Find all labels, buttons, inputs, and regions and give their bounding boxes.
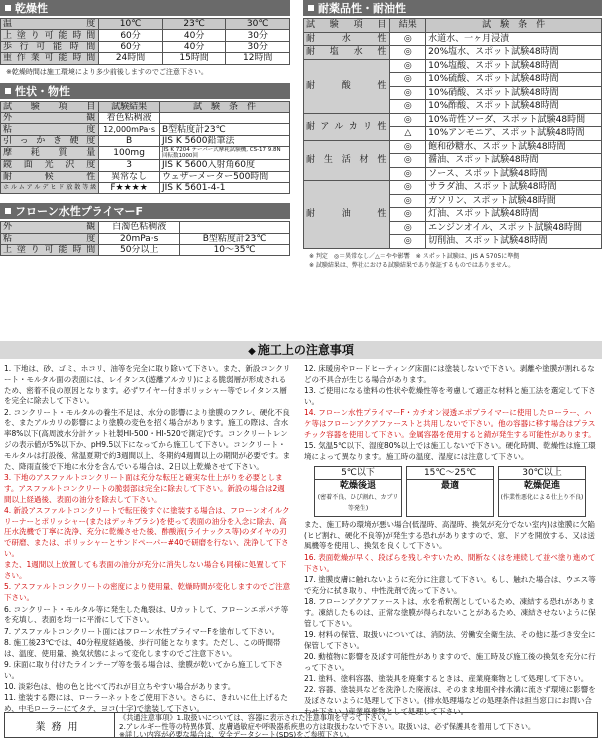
temp-note [407, 493, 493, 494]
chem-condition: 10%酢酸、スポット試験48時間 [426, 100, 602, 114]
props-condition: JIS K 5600入射角60度 [159, 160, 289, 171]
props-result: 異常なし [99, 171, 160, 182]
chem-result: △ [390, 127, 426, 141]
dry-cell: 12時間 [226, 53, 290, 64]
chem-result: ◎ [390, 140, 426, 154]
temp-effect: 最適 [440, 481, 459, 492]
caution-right-column [304, 364, 598, 718]
props-condition: JIS K 5600鉛筆法 [159, 135, 289, 146]
primer-title: フローン水性プライマーF [15, 205, 143, 219]
primer-cell: B型粘度計23℃ [180, 233, 290, 244]
caution-item: 4. 新設アスファルトコンクリートで転圧後すぐに塗装する場合は、フローンオイルクリーナーとポリッシャー(またはデッキブラシ)を使って表面の油分を入念に除去、高圧水洗機で丁寧に洗浄、充分に乾燥させた後、酢酸液(ライナックス等)のダイヤの刃で研磨、または、ポリッシャーとサンドペーパー#40で研磨を行ない、洗浄して下さい。 [4, 505, 290, 559]
chem-result: ◎ [390, 167, 426, 181]
primer-table [0, 221, 290, 256]
chem-condition: サラダ油、スポット試験48時間 [426, 181, 602, 195]
business-title: 業務用 [5, 713, 115, 737]
dry-row [1, 30, 290, 41]
caution-item: 9. 床面に取り付けたラインテープ等を張る場合は、塗膜が乾いてから施工して下さい。 [4, 660, 283, 680]
chem-condition: ガソリン、スポット試験48時間 [426, 194, 602, 208]
props-condition [159, 112, 289, 123]
primer-row [1, 222, 290, 233]
diamond-icon: ◆ [248, 346, 256, 357]
chem-condition: 灯油、スポット試験48時間 [426, 208, 602, 222]
chem-result: ◎ [390, 86, 426, 100]
temp-box [314, 466, 402, 517]
chem-result: ◎ [390, 113, 426, 127]
props-title: 性状・物性 [15, 84, 70, 98]
chem-condition: 飽和砂糖水、スポット試験48時間 [426, 140, 602, 154]
caution-item: また、施工時の環境が悪い場合(低湿時、高湿時、換気が充分でない室内)は塗膜に欠陥(ヒビ割れ、硬化不良等)が発生する恐れがありますので、窓、ドアを開放する、又は送風機等を使用し、換気を良くして下さい。 [304, 519, 595, 551]
chem-category: 耐 酸 性 [304, 59, 390, 113]
dry-row [1, 41, 290, 52]
props-head-cell: 試 験 条 件 [159, 101, 289, 112]
temp-effect: 乾燥促進 [523, 481, 560, 492]
props-condition: B型粘度計23℃ [159, 124, 289, 135]
dry-cell: 15時間 [162, 53, 226, 64]
chem-condition: ソース、スポット試験48時間 [426, 167, 602, 181]
caution-item: 10. 淡彩色は、他の色と比べて汚れが目立ちやすい場合があります。 [4, 682, 236, 692]
props-row [1, 147, 290, 160]
chem-condition: エンジンオイル、スポット試験48時間 [426, 221, 602, 235]
chem-head-cell: 試 験 条 件 [426, 19, 602, 33]
dry-head-cell: 30℃ [226, 19, 290, 30]
caution-item: 17. 塗膜皮膚に触れないように充分に注意して下さい。もし、触れた場合は、ウエス等で充分に拭き取り、中性洗剤で洗って下さい。 [304, 574, 596, 595]
chem-result: ◎ [390, 100, 426, 114]
primer-row-label: 上塗り可能時間 [1, 245, 99, 256]
chem-category: 耐アルカリ性 [304, 113, 390, 140]
dry-row-label: 歩行可能時間 [1, 41, 99, 52]
primer-cell: 50分以上 [99, 245, 180, 256]
dry-cell: 24時間 [99, 53, 163, 64]
caution-header [0, 341, 602, 359]
chem-head-row [304, 19, 602, 33]
caution-item: 8. 施工後23℃では、40分程度経過後、歩行可能となります。ただし、この時間帯は、温度、使用量、換気状態によって変化しますのでご注意下さい。 [4, 637, 281, 658]
props-row [1, 182, 290, 193]
chem-result: ◎ [390, 208, 426, 222]
chem-category: 耐 油 性 [304, 181, 390, 249]
dry-cell: 60分 [99, 30, 163, 41]
chem-result: ◎ [390, 73, 426, 87]
chem-result: ◎ [390, 59, 426, 73]
chem-head-cell: 試 験 項 目 [304, 19, 390, 33]
props-result: 3 [99, 160, 160, 171]
chem-row [304, 113, 602, 127]
caution-item: 16. 表面乾燥が早く、段ばらを残しやすいため、間断なくはを連続して並べ塗り進めて下さい。 [304, 552, 596, 573]
props-result: F★★★★ [99, 182, 160, 193]
caution-item: また、1週間以上放置しても表面の油分が充分に消失しない場合も同様に処置して下さい。 [4, 560, 287, 581]
chem-row [304, 181, 602, 195]
props-head-cell: 試 験 項 目 [1, 101, 99, 112]
chem-result: ◎ [390, 32, 426, 46]
dry-head-cell: 23℃ [162, 19, 226, 30]
chem-row [304, 32, 602, 46]
dry-row [1, 53, 290, 64]
dry-section-header [0, 0, 290, 16]
temp-box [406, 466, 494, 517]
props-condition: JIS K 5601-4-1 [159, 182, 289, 193]
props-row-label: 鏡面光沢度 [1, 160, 99, 171]
square-bullet-icon [5, 88, 11, 94]
primer-cell: 10～35℃ [180, 245, 290, 256]
props-result: 12,000mPa·s [99, 124, 160, 135]
dry-row-label: 重作業可能時間 [1, 53, 99, 64]
props-row-label: ホルムアルデヒド放散等級 [1, 182, 99, 193]
chem-category: 耐生活材性 [304, 140, 390, 181]
dry-head-cell: 温 度 [1, 19, 99, 30]
caution-item: 15. 気温5℃以下、湿度80%以上では施工しないで下さい。硬化時間、乾燥性は施工環境によって異なります。施工時の温度、湿度には注意して下さい。 [304, 441, 596, 461]
temp-note: (作業性悪化による仕上り不良) [500, 494, 584, 502]
caution-item: 6. コンクリート・モルタル等に発生した亀裂は、Uカットして、フローンエポパテ等を充填し、表面を均一に平滑にして下さい。 [4, 604, 289, 625]
dry-cell: 40分 [162, 30, 226, 41]
caution-item: 3. 下地のアスファルトコンクリート面は充分な転圧と確実な仕上がりを必要とします。アスファルトコンクリートの脆弱部は完全に除去して下さい。新設の場合は2週間以上経過後、表面の油分を除去して下さい。 [4, 472, 285, 504]
dry-cell: 30分 [226, 30, 290, 41]
caution-item: 13. ご使用になる塗料の性状や乾燥性等を考慮して適正な材料と施工法を選定して下さい。 [304, 386, 596, 406]
caution-item: 12. 床暖房やロードヒーティング床面には塗装しないで下さい。剥離や塗膜が割れるなどの不具合が生じる場合があります。 [304, 364, 595, 384]
chem-section-header [303, 0, 602, 16]
caution-item: 22. 容器、塗装具などを洗浄した廃液は、そのまま地面や排水溝に流さず環境に影響を及ぼさないように処理して下さい。(排水処理場などの処理条件は担当窓口にお問い合わせ下さい。)産業廃棄物として処理して下さい。 [304, 685, 596, 716]
chem-condition: 10%硝酸、スポット試験48時間 [426, 86, 602, 100]
dry-head-row [1, 19, 290, 30]
caution-item: 1. 下地は、砂、ゴミ、ホコリ、油等を完全に取り除いて下さい。また、新設コンクリート・モルタル面の表面には、レイタンス(遊離アルカリ)による脆弱層が形成されるため、密着不良の原因となります。必ずワイヤー付きポリッシャー等でレイタンス層を完全に除去して下さい。 [4, 364, 291, 406]
dry-note: ※乾燥時間は施工環境により多少前後しますのでご注意下さい。 [6, 67, 208, 76]
props-condition: JIS K 7204 テーバー式摩耗試験機, CS-17 9.8N 回転数1000回 [159, 147, 289, 160]
square-bullet-icon [5, 5, 11, 11]
props-condition: ウェザーメーター500時間 [159, 171, 289, 182]
props-row-label: 引っかき硬度 [1, 135, 99, 146]
caution-title: 施工上の注意事項 [257, 343, 354, 357]
chem-result: ◎ [390, 46, 426, 60]
chem-result: ◎ [390, 221, 426, 235]
primer-row-label: 外 観 [1, 222, 99, 233]
chem-result: ◎ [390, 181, 426, 195]
chem-result: ◎ [390, 194, 426, 208]
primer-row-label: 粘 度 [1, 233, 99, 244]
chem-category: 耐 水 性 [304, 32, 390, 46]
props-head-row [1, 101, 290, 112]
caution-item: 2. コンクリート・モルタルの養生不足は、水分の影響により塗膜のフクレ、硬化不良を、またアルカリの影響により塗膜の変色を招く場合があります。施工の際は、含水率8%以下(高周波水分計ケット社製HI-500・HI-520で測定)です。コンクリートレンジの表示値が5%以下か、pH9.5以下になってから施工して下さい。コンクリート・モルタルは打設後、常温夏期で約3週間以上、冬期約4週間以上の期間が必要です。また、降雨直後で下地に水分を含んでいる場合は、2日以上乾燥させて下さい。 [4, 407, 291, 471]
dry-row-label: 上塗り可能時間 [1, 30, 99, 41]
props-section-header [0, 83, 290, 99]
primer-row [1, 233, 290, 244]
dry-table [0, 18, 290, 65]
props-row-label: 耐候性 [1, 171, 99, 182]
chem-condition: 醤油、スポット試験48時間 [426, 154, 602, 168]
primer-section-header [0, 203, 290, 219]
business-line: 《共通注意事項》1.取扱いについては、容器に表示された注意事項を守って下さい。 [119, 713, 392, 722]
left-column [0, 0, 290, 256]
square-bullet-icon [308, 5, 314, 11]
chem-condition: 10%塩酸、スポット試験48時間 [426, 59, 602, 73]
primer-cell [180, 222, 290, 233]
caution-item: 11. 塗装する際には、ローラーネットをご使用下さい。さらに、きれいに仕上げるため、中毛ローラーにてタテ、ヨコ(十字)で塗装して下さい。 [4, 693, 288, 714]
props-result: 100mg [99, 147, 160, 160]
props-row [1, 160, 290, 171]
props-result: B [99, 135, 160, 146]
business-use-box [4, 712, 598, 738]
props-row [1, 124, 290, 135]
chem-condition: 10%苛性ソーダ、スポット試験48時間 [426, 113, 602, 127]
business-notes [115, 713, 597, 737]
chem-note: ※ 判定 ◎＝異常なし／△＝やや影響 ※ スポット試験は、JIS A 5705に準拠 [309, 252, 520, 260]
dry-cell: 40分 [162, 41, 226, 52]
primer-row [1, 245, 290, 256]
props-row [1, 135, 290, 146]
chem-condition: 10%アンモニア、スポット試験48時間 [426, 127, 602, 141]
props-table [0, 101, 290, 195]
chem-condition: 10%硫酸、スポット試験48時間 [426, 73, 602, 87]
caution-item: 14. フローン水性プライマーF・カチオン浸透エポプライマーに使用したローラー、ハケ等はフローンアクアファーストと共用しないで下さい。他の容器に移す場合はプラスチック容器を使用して下さい。金属容器を使用すると錆が発生する可能性があります。 [304, 408, 596, 439]
temp-note: (密着不良、ひび割れ、カブリ等発生) [317, 494, 399, 513]
props-row-label: 粘 度 [1, 124, 99, 135]
square-bullet-icon [5, 208, 11, 214]
temp-range: 15℃～25℃ [407, 467, 493, 481]
chem-title: 耐薬品性・耐油性 [318, 2, 406, 15]
right-column [303, 0, 602, 269]
business-line: ※詳しい内容が必要な場合は、安全データシート(SDS)をご参照下さい。 [119, 730, 354, 739]
dry-title: 乾燥性 [15, 2, 48, 15]
caution-item: 19. 材料の保管、取扱いについては、消防法、労働安全衛生法、その他に基づき安全に保管して下さい。 [304, 629, 596, 650]
props-row [1, 112, 290, 123]
chem-head-cell: 結果 [390, 19, 426, 33]
chem-condition: 切削油、スポット試験48時間 [426, 235, 602, 249]
temp-effect: 乾燥後退 [339, 481, 376, 492]
caution-item: 18. フローンアクアファーストは、水を希釈剤としているため、凍結する恐れがあります。凍結したものは、正常な塗膜が得られないことがあるため、凍結させないように保管して下さい。 [304, 596, 596, 628]
props-row-label: 外 観 [1, 112, 99, 123]
chem-category: 耐塩水性 [304, 46, 390, 60]
dry-cell: 30分 [226, 41, 290, 52]
chem-table [303, 18, 602, 249]
temp-box [498, 466, 586, 517]
caution-item: 20. 動植物に影響を及ぼす可能性がありますので、施工時及び施工後の換気を充分に行って下さい。 [304, 651, 596, 672]
chem-result: ◎ [390, 154, 426, 168]
dry-head-cell: 10℃ [99, 19, 163, 30]
temp-range: 30℃以上 [499, 467, 585, 481]
caution-left-column [4, 364, 292, 716]
primer-cell: 20mPa·s [99, 233, 180, 244]
caution-item: 21. 塗料、塗料容器、塗装具を廃棄するときは、産業廃棄物として処理して下さい。 [304, 674, 589, 684]
dry-cell: 60分 [99, 41, 163, 52]
chem-result: ◎ [390, 235, 426, 249]
business-line: 2.アレルギー性等の特異体質、皮膚過敏症や呼吸器系疾患の方は取扱わないで下さい。取扱いは、必ず保護具を着用して下さい。 [119, 721, 536, 731]
chem-row [304, 46, 602, 60]
props-head-cell: 試験結果 [99, 101, 160, 112]
chem-condition: 水道水、一ヶ月浸漬 [426, 32, 602, 46]
chem-note: ※ 試験結果は、弊社における試験結果であり保証するものではありません。 [309, 261, 515, 269]
temperature-guide [314, 466, 598, 517]
props-result: 着色粘稠液 [99, 112, 160, 123]
chem-row [304, 59, 602, 73]
caution-item: 7. アスファルトコンクリート面にはフローン水性プライマーFを塗布して下さい。 [4, 626, 280, 636]
temp-range: 5℃以下 [315, 467, 401, 481]
chem-row [304, 140, 602, 154]
primer-cell: 白濁色粘稠液 [99, 222, 180, 233]
chem-condition: 20%塩水、スポット試験48時間 [426, 46, 602, 60]
props-row-label: 摩耗質量 [1, 147, 99, 160]
caution-item: 5. アスファルトコンクリートの密度により使用量、乾燥時間が変化しますのでご注意下さい。 [4, 582, 291, 603]
props-row [1, 171, 290, 182]
